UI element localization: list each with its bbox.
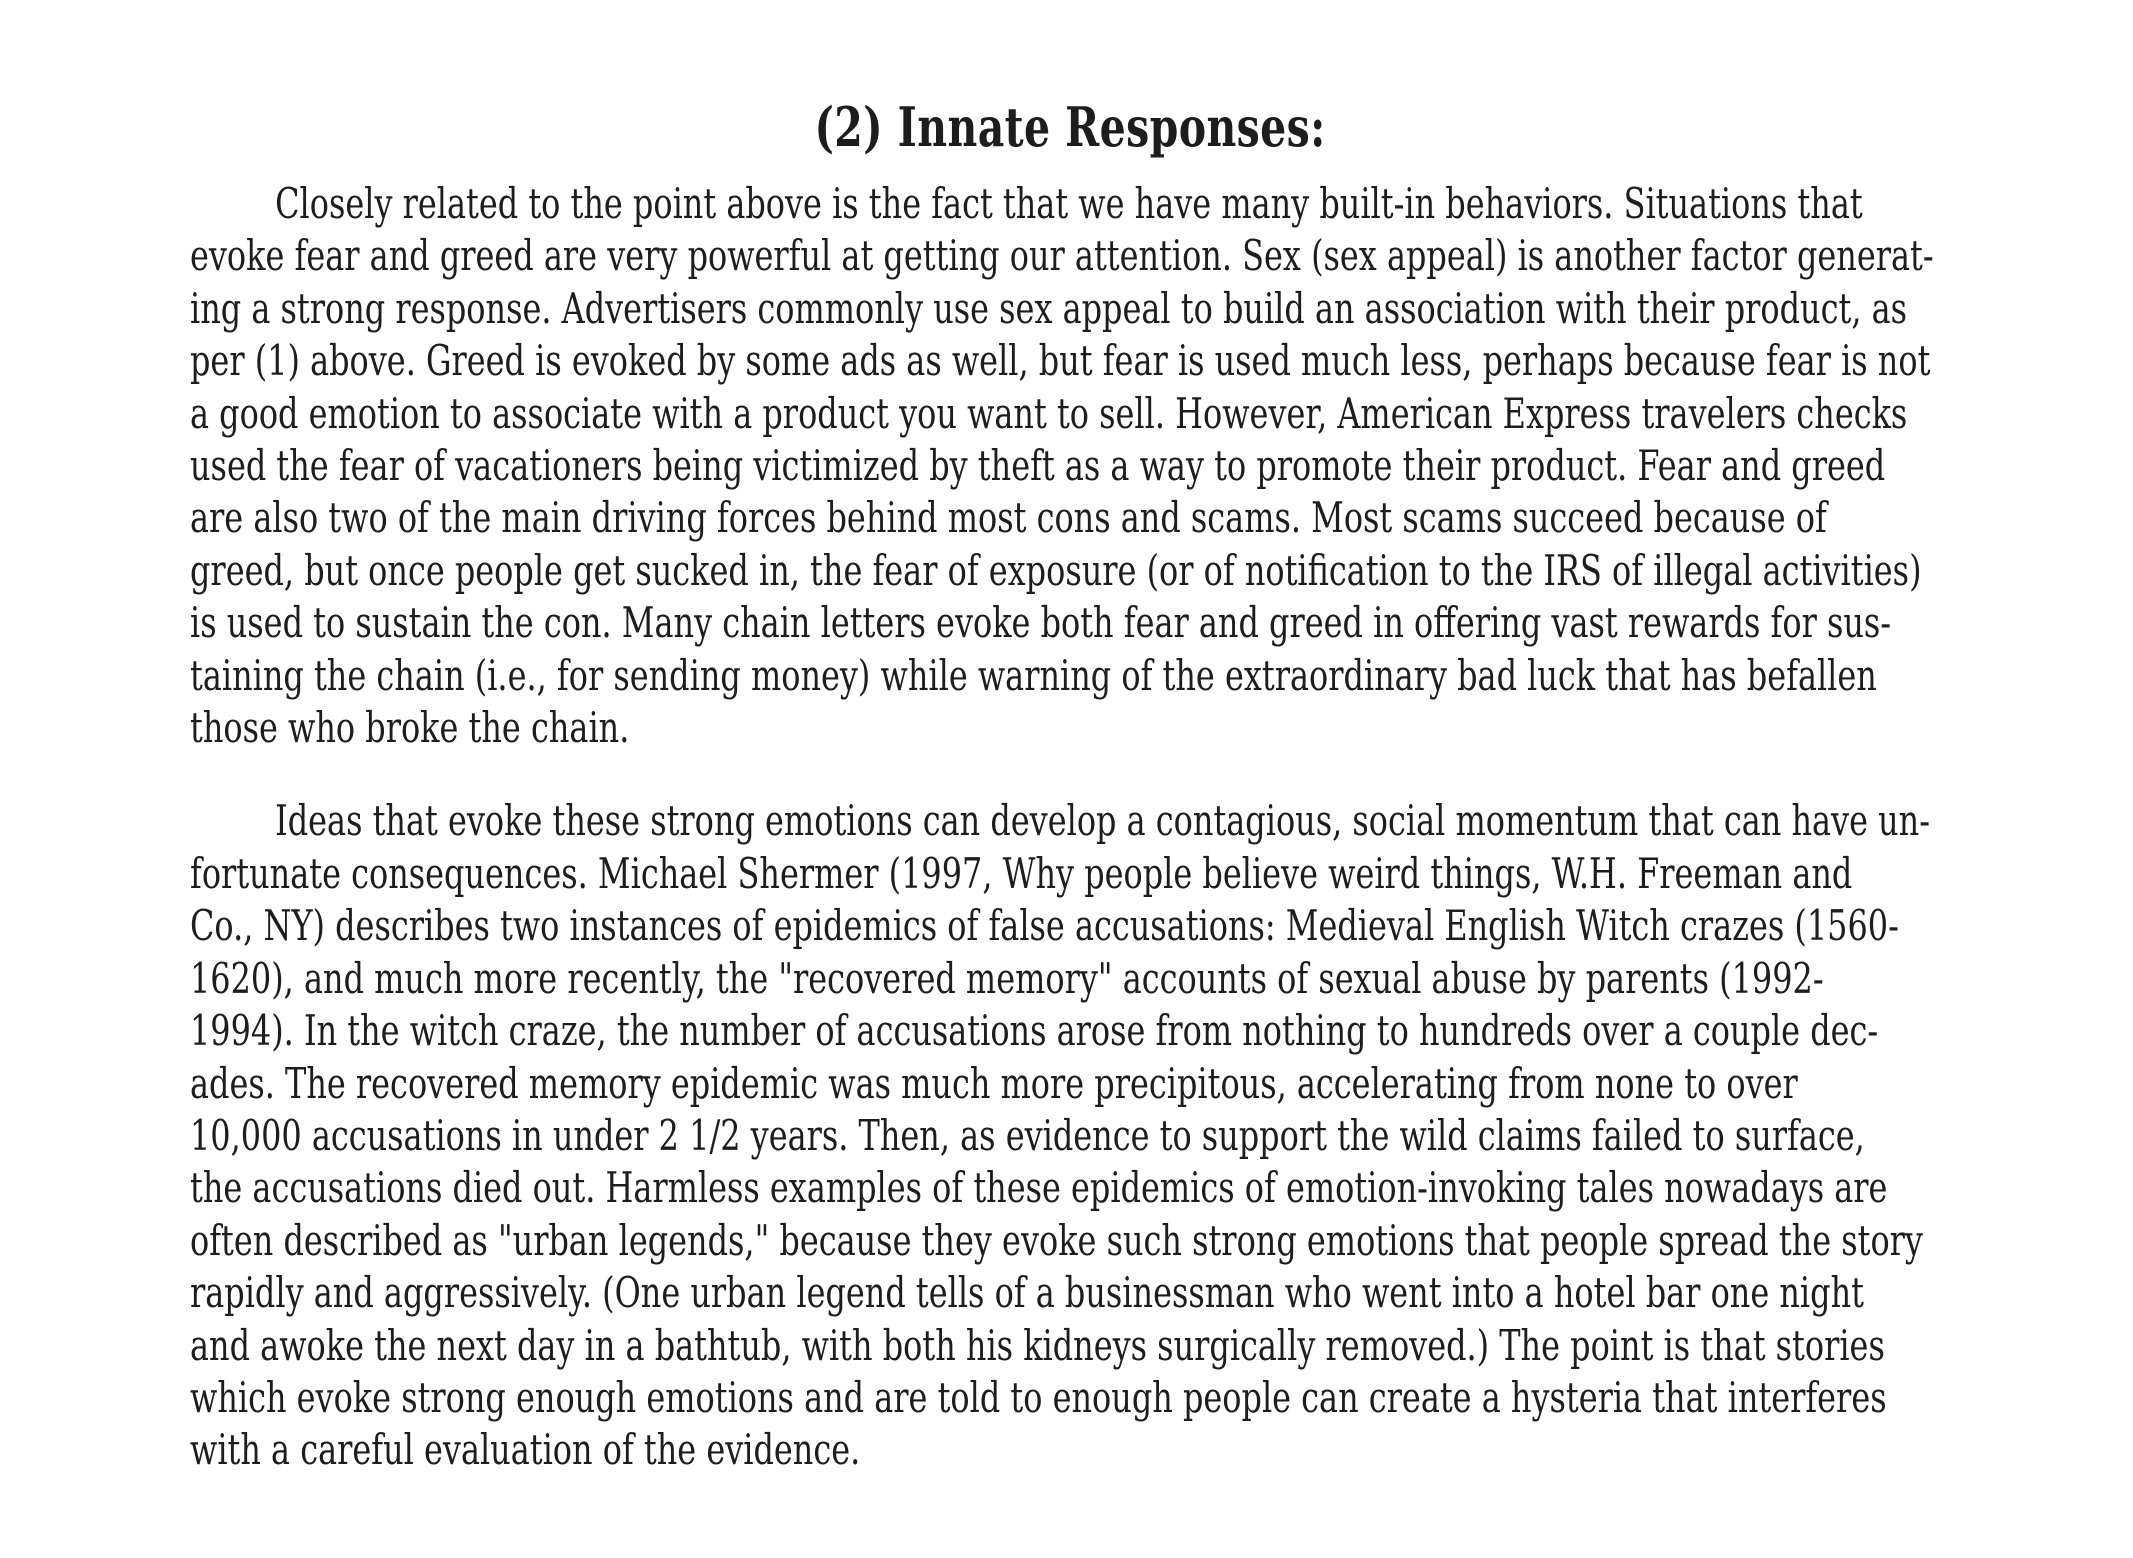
text-line: per (1) above. Greed is evoked by some ads as well, but fear is used much less, perhaps because fear is not [190, 336, 1931, 386]
text-line: those who broke the chain. [190, 703, 630, 753]
paragraph-1 [190, 178, 1950, 754]
text-line: ades. The recovered memory epidemic was much more precipitous, accelerating from none to over [190, 1058, 1798, 1108]
text-line: 1994). In the witch craze, the number of accusations arose from nothing to hundreds over a couple dec- [190, 1006, 1879, 1056]
text-line: taining the chain (i.e., for sending money) while warning of the extraordinary bad luck that has befallen [190, 650, 1877, 700]
text-line: used the fear of vacationers being victimized by theft as a way to promote their product. Fear and greed [190, 441, 1886, 491]
text-line: rapidly and aggressively. (One urban legend tells of a businessman who went into a hotel bar one night [190, 1268, 1864, 1318]
text-line: is used to sustain the con. Many chain letters evoke both fear and greed in offering vast rewards for sus- [190, 598, 1892, 648]
text-column [190, 95, 1950, 1477]
text-line: are also two of the main driving forces behind most cons and scams. Most scams succeed because of [190, 493, 1827, 543]
text-line: with a careful evaluation of the evidence. [190, 1425, 861, 1475]
text-line: 10,000 accusations in under 2 1/2 years. Then, as evidence to support the wild claims failed to surface, [190, 1110, 1865, 1160]
text-line: a good emotion to associate with a product you want to sell. However, American Express travelers checks [190, 388, 1908, 438]
text-line: which evoke strong enough emotions and are told to enough people can create a hysteria that interferes [190, 1372, 1887, 1422]
paragraph-2 [190, 795, 1950, 1476]
text-line: evoke fear and greed are very powerful at getting our attention. Sex (sex appeal) is another factor generat- [190, 231, 1934, 281]
text-line: the accusations died out. Harmless examples of these epidemics of emotion-invoking tales nowadays are [190, 1163, 1888, 1213]
text-line: often described as "urban legends," because they evoke such strong emotions that people spread the story [190, 1215, 1923, 1265]
text-line: ing a strong response. Advertisers commonly use sex appeal to build an association with their product, as [190, 283, 1908, 333]
text-line: greed, but once people get sucked in, the fear of exposure (or of notification to the IRS of illegal activities) [190, 545, 1922, 595]
text-line: and awoke the next day in a bathtub, with both his kidneys surgically removed.) The point is that stories [190, 1320, 1885, 1370]
text-line: Ideas that evoke these strong emotions can develop a contagious, social momentum that can have un- [275, 796, 1931, 846]
text-line: 1620), and much more recently, the "recovered memory" accounts of sexual abuse by parents (1992- [190, 953, 1824, 1003]
text-line: Closely related to the point above is the fact that we have many built-in behaviors. Situations that [275, 179, 1863, 228]
text-line: Co., NY) describes two instances of epidemics of false accusations: Medieval English Witch crazes (1560- [190, 901, 1899, 951]
section-heading: (2) Innate Responses: [814, 95, 1326, 159]
text-line: fortunate consequences. Michael Shermer (1997, Why people believe weird things, W.H. Freeman and [190, 848, 1853, 898]
